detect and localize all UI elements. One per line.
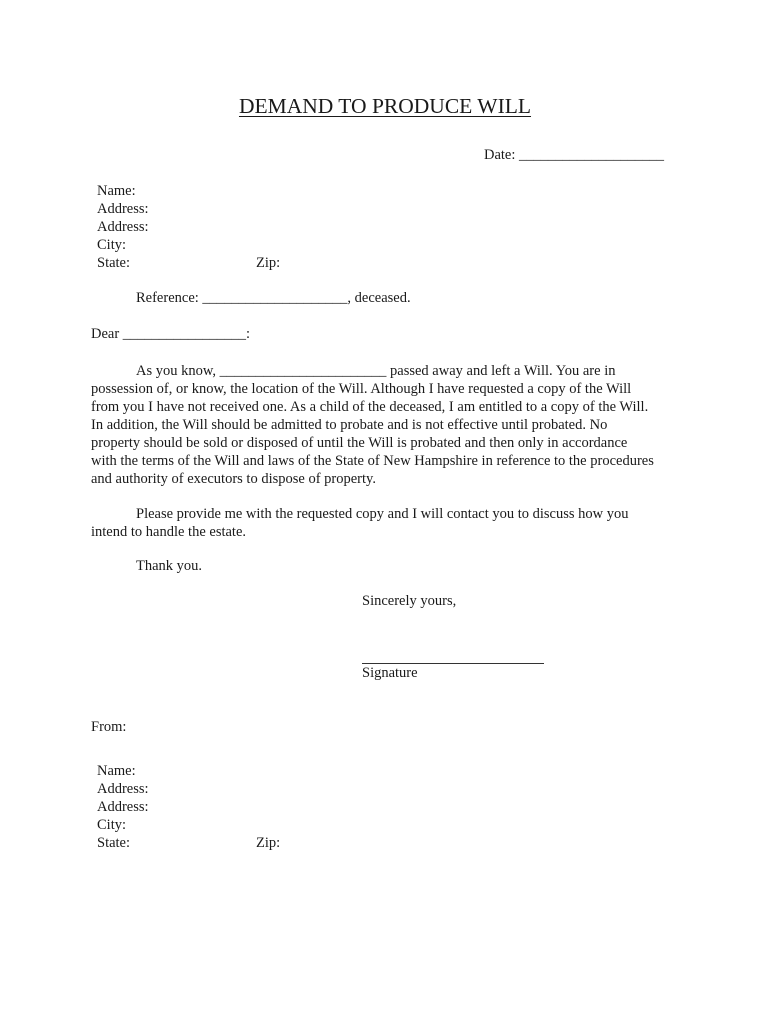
signature-label: Signature: [362, 665, 418, 681]
reference-line: Reference: ____________________, deceased.: [136, 290, 411, 306]
paragraph-line: from you I have not received one. As a child of the deceased, I am entitled to a copy of the Will.: [91, 399, 649, 415]
date-field: Date: ____________________: [484, 147, 665, 163]
paragraph-line: intend to handle the estate.: [91, 524, 247, 540]
recipient-address2-label: Address:: [97, 219, 149, 235]
body-paragraph-2: [91, 505, 691, 541]
signature-line: [362, 663, 544, 664]
closing: Sincerely yours,: [362, 593, 457, 609]
recipient-zip-label: Zip:: [256, 255, 281, 271]
paragraph-line: Please provide me with the requested copy and I will contact you to discuss how you: [136, 506, 629, 522]
paragraph-line: In addition, the Will should be admitted to probate and is not effective until probated. No: [91, 417, 608, 433]
sender-address2-label: Address:: [97, 799, 149, 815]
sender-address1-label: Address:: [97, 781, 149, 797]
sender-zip-label: Zip:: [256, 835, 281, 851]
document-title: DEMAND TO PRODUCE WILL: [238, 94, 532, 118]
paragraph-line: As you know, _______________________ passed away and left a Will. You are in: [136, 363, 616, 379]
paragraph-line: possession of, or know, the location of the Will. Although I have requested a copy of the Will: [91, 381, 632, 397]
body-paragraph-1: [91, 362, 691, 488]
paragraph-line: property should be sold or disposed of until the Will is probated and then only in accordance: [91, 435, 628, 451]
from-label: From:: [91, 719, 127, 735]
sender-state-label: State:: [97, 835, 131, 851]
sender-city-label: City:: [97, 817, 127, 833]
thank-you-line: Thank you.: [136, 558, 203, 574]
recipient-state-label: State:: [97, 255, 131, 271]
recipient-address1-label: Address:: [97, 201, 149, 217]
paragraph-line: and authority of executors to dispose of property.: [91, 471, 376, 487]
sender-name-label: Name:: [97, 763, 136, 779]
recipient-name-label: Name:: [97, 183, 136, 199]
salutation: Dear _________________:: [91, 326, 251, 342]
paragraph-line: with the terms of the Will and laws of the State of New Hampshire in reference to the procedures: [91, 453, 654, 469]
recipient-city-label: City:: [97, 237, 127, 253]
